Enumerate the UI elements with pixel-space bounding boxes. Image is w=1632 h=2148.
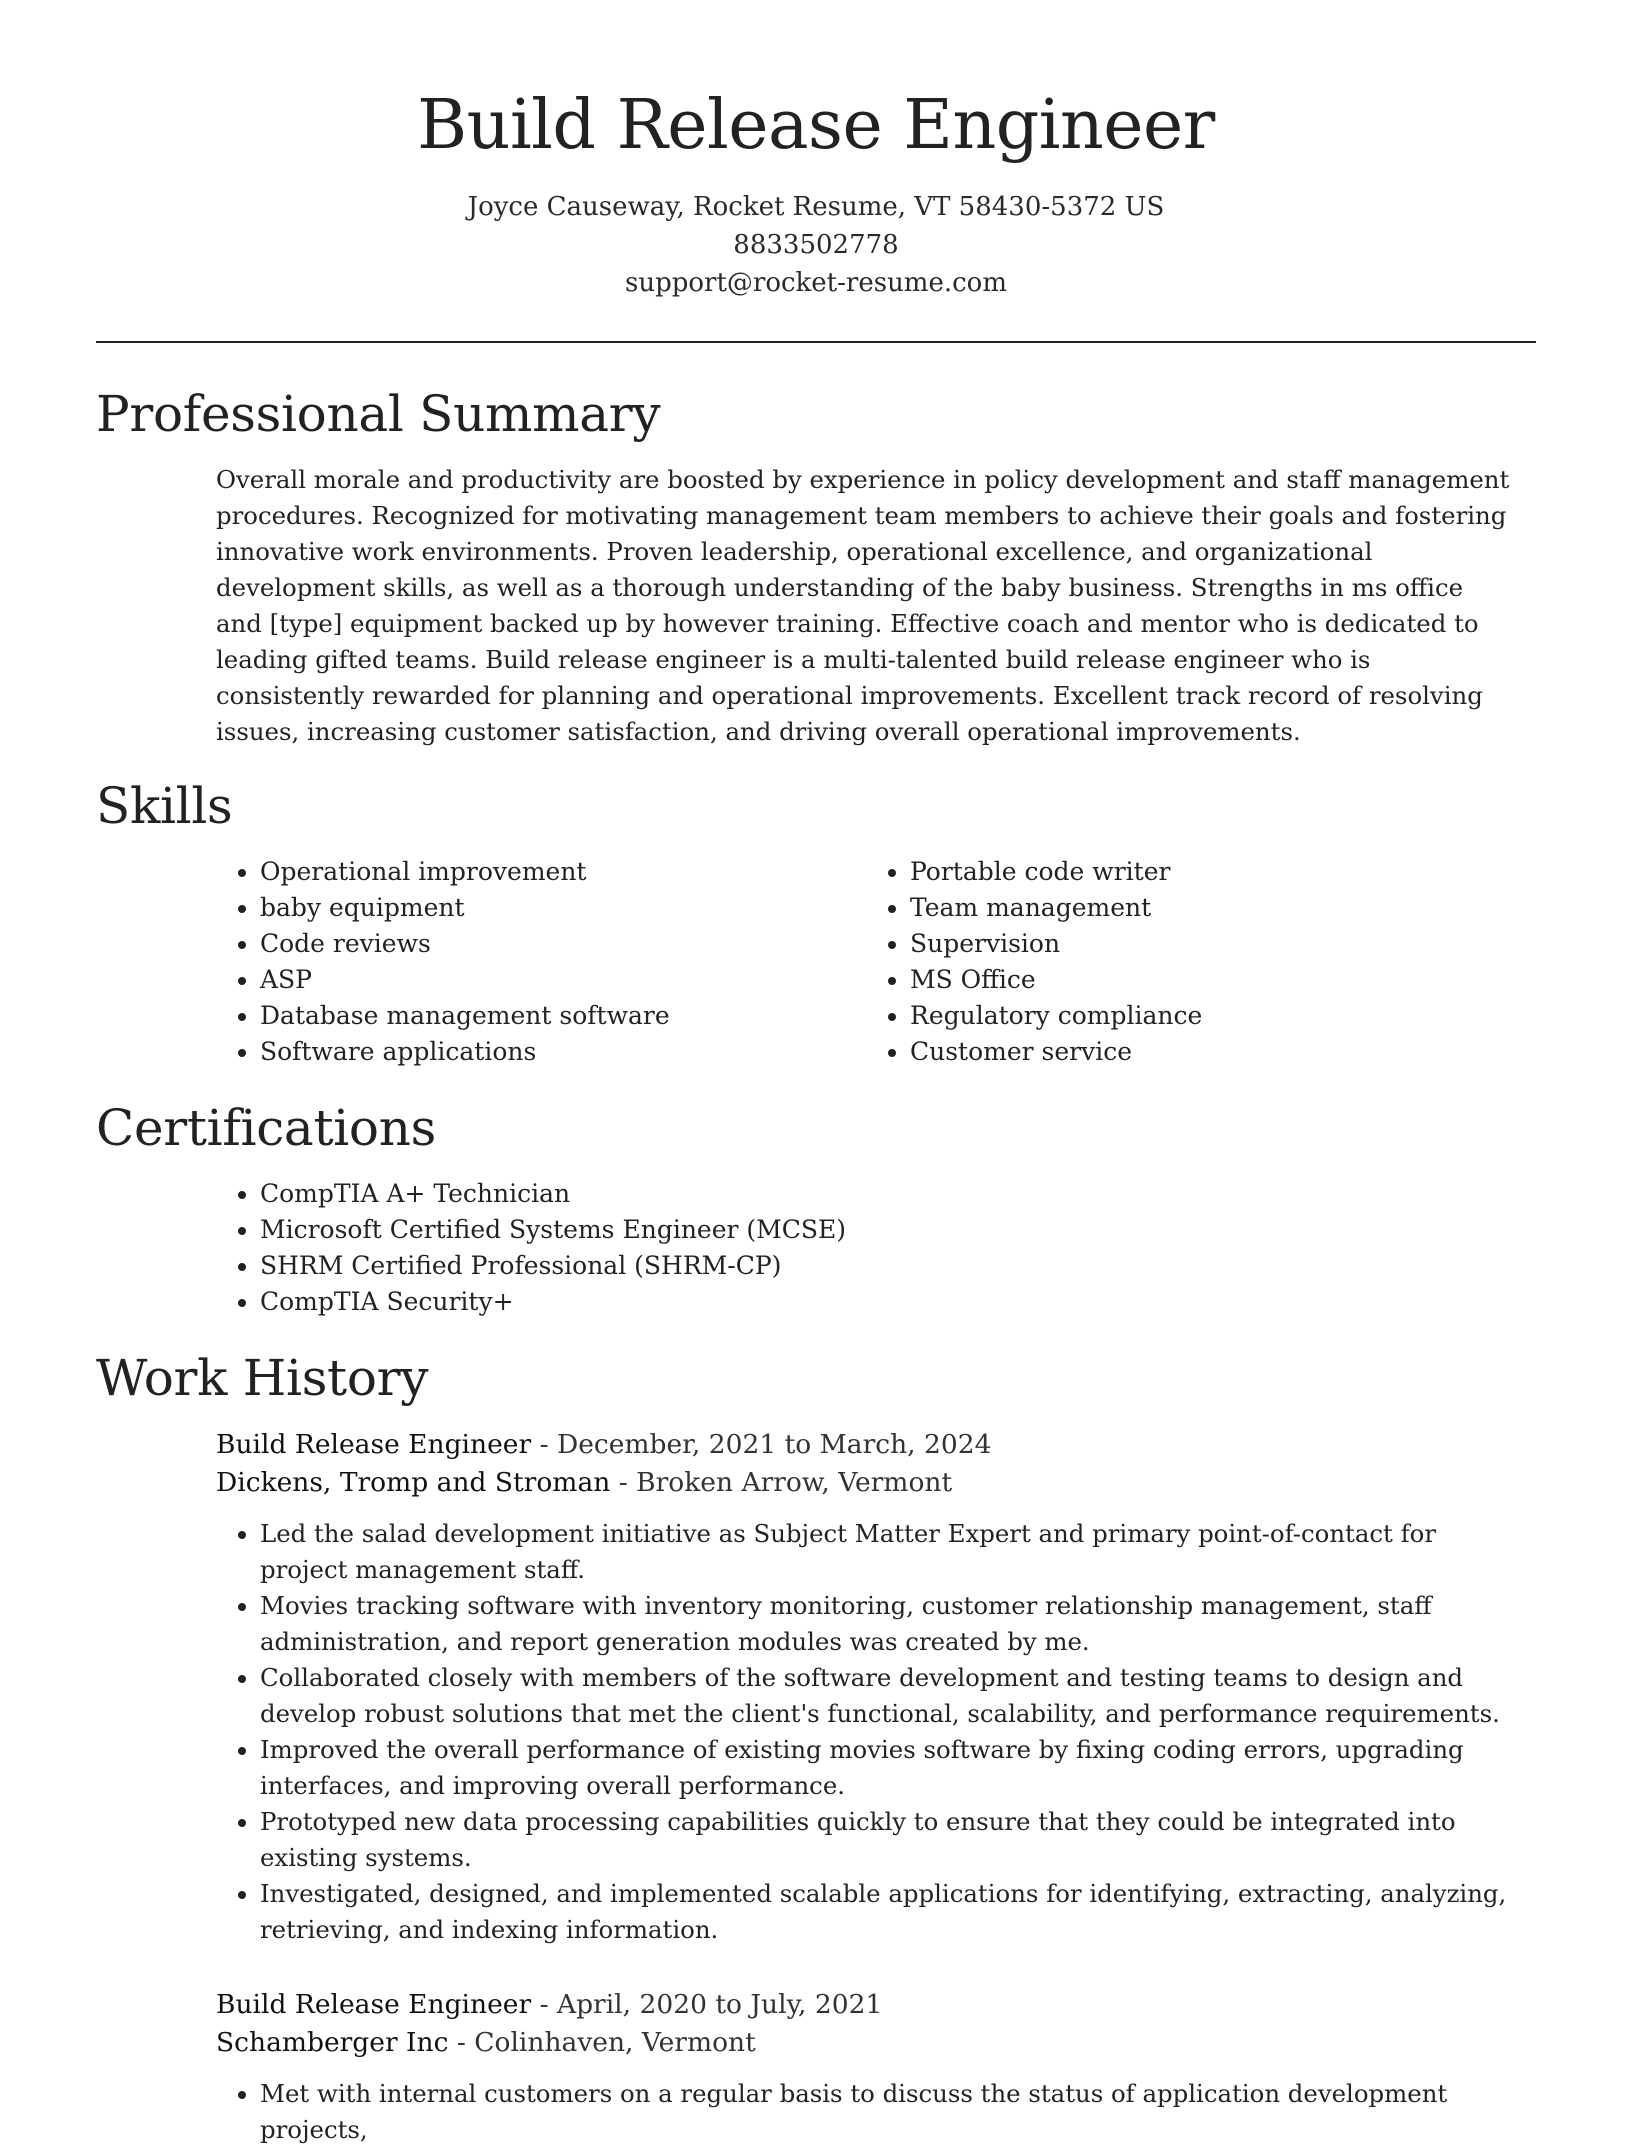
contact-email: support@rocket-resume.com xyxy=(624,268,1007,298)
skills-list-left xyxy=(216,854,670,1070)
summary-text: Overall morale and productivity are boosted by experience in policy development and staff management procedures. Recognized for motivating management team members to achieve their goals and fostering innovative work environments. Proven leadership, operational excellence, and organizational development skills, as well as a thorough understanding of the baby business. Strengths in ms office and [type] equipment backed up by however training. Effective coach and mentor who is dedicated to leading gifted teams. Build release engineer is a multi-talented build release engineer who is consistently rewarded for planning and operational improvements. Excellent track record of resolving issues, increasing customer satisfaction, and driving overall operational improvements. xyxy=(216,465,1510,746)
job-bullet: • Collaborated closely with members of the software development and testing teams to design and develop robust solutions that met the client's functional, scalability, and performance requirements. xyxy=(260,1660,1516,1732)
contact-address: Joyce Causeway, Rocket Resume, VT 58430-5372 US xyxy=(467,192,1165,222)
skill-item: • Team management xyxy=(910,890,1202,926)
certifications-block xyxy=(216,1176,846,1320)
certifications-list xyxy=(216,1176,846,1320)
skills-column-right xyxy=(866,854,1202,1070)
resume-header xyxy=(0,80,1632,302)
job-entry xyxy=(216,1986,1516,2148)
job-location: - Colinhaven, Vermont xyxy=(448,2027,756,2058)
skill-item: • Code reviews xyxy=(260,926,670,962)
job-bullet: • Investigated, designed, and implemented scalable applications for identifying, extracting, analyzing, retrieving, and indexing information. xyxy=(260,1876,1516,1948)
skills-list-right xyxy=(866,854,1202,1070)
job-bullet: • Improved the overall performance of existing movies software by fixing coding errors, upgrading interfaces, and improving overall performance. xyxy=(260,1732,1516,1804)
job-title: Build Release Engineer xyxy=(216,1989,532,2020)
job-entry xyxy=(216,1426,1516,1948)
header-divider xyxy=(96,341,1536,343)
certification-item: • SHRM Certified Professional (SHRM-CP) xyxy=(260,1248,846,1284)
job-bullet: • Led the salad development initiative as Subject Matter Expert and primary point-of-contact for project management staff. xyxy=(260,1516,1516,1588)
skill-item: • Customer service xyxy=(910,1034,1202,1070)
job-location: - Broken Arrow, Vermont xyxy=(610,1467,953,1498)
job-dates: - April, 2020 to July, 2021 xyxy=(531,1989,883,2020)
skill-item: • Regulatory compliance xyxy=(910,998,1202,1034)
skill-item: • Portable code writer xyxy=(910,854,1202,890)
resume-title: Build Release Engineer xyxy=(417,86,1215,165)
job-company-line xyxy=(216,2024,1516,2062)
job-title: Build Release Engineer xyxy=(216,1429,532,1460)
skill-item: • MS Office xyxy=(910,962,1202,998)
job-bullet: • Met with internal customers on a regular basis to discuss the status of application development projects, xyxy=(260,2076,1516,2148)
work-history-heading: Work History xyxy=(96,1349,429,1407)
job-company: Schamberger Inc xyxy=(216,2027,449,2058)
certification-item: • CompTIA A+ Technician xyxy=(260,1176,846,1212)
job-title-line xyxy=(216,1986,1516,2024)
skill-item: • Supervision xyxy=(910,926,1202,962)
skills-column-left xyxy=(216,854,670,1070)
contact-phone: 8833502778 xyxy=(733,230,899,260)
job-bullets xyxy=(216,1516,1516,1948)
job-company-line xyxy=(216,1464,1516,1502)
job-bullet: • Prototyped new data processing capabilities quickly to ensure that they could be integrated into existing systems. xyxy=(260,1804,1516,1876)
skill-item: • Database management software xyxy=(260,998,670,1034)
summary-heading: Professional Summary xyxy=(96,385,661,443)
job-company: Dickens, Tromp and Stroman xyxy=(216,1467,611,1498)
skill-item: • ASP xyxy=(260,962,670,998)
certifications-heading: Certifications xyxy=(96,1099,436,1157)
job-dates: - December, 2021 to March, 2024 xyxy=(531,1429,992,1460)
skill-item: • baby equipment xyxy=(260,890,670,926)
job-bullet: • Movies tracking software with inventory monitoring, customer relationship management, staff administration, and report generation modules was created by me. xyxy=(260,1588,1516,1660)
skill-item: • Operational improvement xyxy=(260,854,670,890)
job-bullets xyxy=(216,2076,1516,2148)
certification-item: • Microsoft Certified Systems Engineer (MCSE) xyxy=(260,1212,846,1248)
job-title-line xyxy=(216,1426,1516,1464)
skill-item: • Software applications xyxy=(260,1034,670,1070)
skills-heading: Skills xyxy=(96,777,233,835)
certification-item: • CompTIA Security+ xyxy=(260,1284,846,1320)
